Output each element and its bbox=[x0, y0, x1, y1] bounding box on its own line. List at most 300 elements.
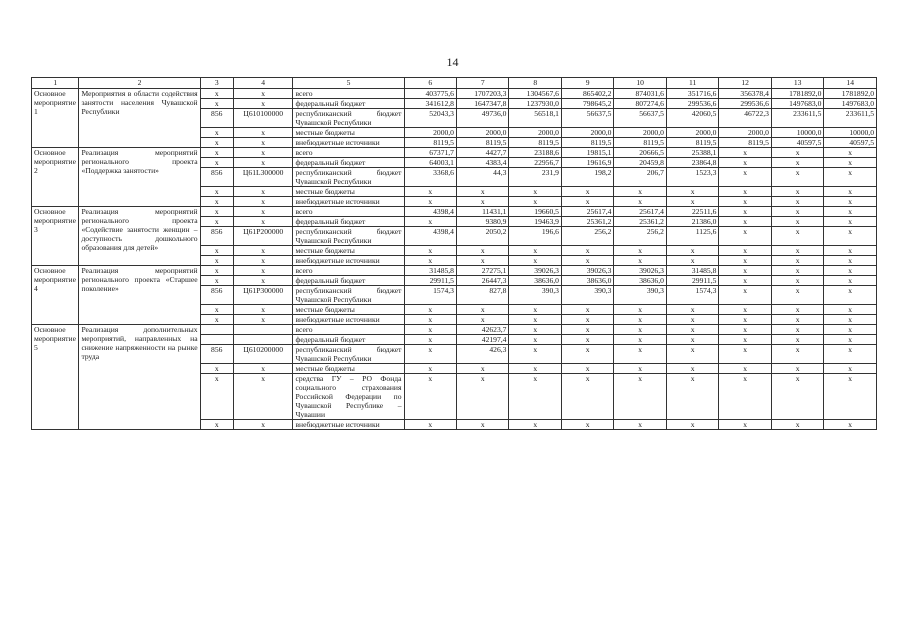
value-cell: x bbox=[614, 374, 666, 420]
activity-description: Реализация мероприятий регионального проекта «Старшее поколение» bbox=[79, 266, 200, 325]
value-cell: 56637,5 bbox=[614, 109, 666, 128]
header-cell: 5 bbox=[293, 78, 404, 89]
value-cell: x bbox=[824, 158, 877, 168]
activity-description: Реализация мероприятий регионального проекта «Поддержка занятости» bbox=[79, 148, 200, 207]
value-cell: 27275,1 bbox=[456, 266, 508, 276]
value-cell: 206,7 bbox=[614, 168, 666, 187]
value-cell: x bbox=[771, 364, 823, 374]
value-cell: 38636,0 bbox=[509, 276, 561, 286]
value-cell: x bbox=[771, 374, 823, 420]
value-cell: x bbox=[509, 325, 561, 335]
value-cell: x bbox=[771, 345, 823, 364]
value-cell: x bbox=[824, 345, 877, 364]
value-cell: x bbox=[509, 420, 561, 430]
budget-code bbox=[233, 325, 293, 335]
admin-code: x bbox=[200, 276, 233, 286]
admin-code: x bbox=[200, 128, 233, 138]
value-cell: x bbox=[719, 305, 771, 315]
value-cell: 8119,5 bbox=[404, 138, 456, 148]
header-cell: 1 bbox=[32, 78, 79, 89]
value-cell: x bbox=[824, 315, 877, 325]
value-cell: 8119,5 bbox=[614, 138, 666, 148]
value-cell: 25361,2 bbox=[561, 217, 613, 227]
value-cell: 10000,0 bbox=[771, 128, 823, 138]
value-cell: x bbox=[771, 276, 823, 286]
budget-code: x bbox=[233, 187, 293, 197]
admin-code bbox=[200, 335, 233, 345]
funding-source: республиканский бюджет Чувашской Республики bbox=[293, 168, 404, 187]
admin-code: 856 bbox=[200, 109, 233, 128]
budget-code: Ц61P200000 bbox=[233, 227, 293, 246]
funding-source: всего bbox=[293, 148, 404, 158]
admin-code: x bbox=[200, 138, 233, 148]
value-cell: 20459,8 bbox=[614, 158, 666, 168]
admin-code: x bbox=[200, 420, 233, 430]
value-cell: 38636,0 bbox=[561, 276, 613, 286]
value-cell: x bbox=[614, 364, 666, 374]
admin-code: x bbox=[200, 207, 233, 217]
funding-source: внебюджетные источники bbox=[293, 138, 404, 148]
value-cell: x bbox=[561, 374, 613, 420]
value-cell: 390,3 bbox=[509, 286, 561, 305]
value-cell: x bbox=[771, 266, 823, 276]
funding-source: местные бюджеты bbox=[293, 364, 404, 374]
funding-source: местные бюджеты bbox=[293, 128, 404, 138]
value-cell: x bbox=[771, 168, 823, 187]
value-cell: x bbox=[404, 246, 456, 256]
value-cell: 23864,8 bbox=[666, 158, 718, 168]
value-cell: 22511,6 bbox=[666, 207, 718, 217]
header-cell: 10 bbox=[614, 78, 666, 89]
value-cell: x bbox=[561, 315, 613, 325]
funding-source: средства ГУ – РО Фонда социального страхования Российской Федерации по Чувашской Республике – Чувашии bbox=[293, 374, 404, 420]
value-cell: x bbox=[719, 374, 771, 420]
header-cell: 3 bbox=[200, 78, 233, 89]
value-cell: x bbox=[456, 187, 508, 197]
value-cell: x bbox=[824, 168, 877, 187]
value-cell: x bbox=[824, 197, 877, 207]
funding-source: республиканский бюджет Чувашской Республики bbox=[293, 227, 404, 246]
value-cell: x bbox=[509, 305, 561, 315]
value-cell: x bbox=[666, 325, 718, 335]
budget-code: x bbox=[233, 246, 293, 256]
value-cell: 25617,4 bbox=[614, 207, 666, 217]
admin-code: 856 bbox=[200, 286, 233, 305]
value-cell: x bbox=[561, 335, 613, 345]
value-cell: x bbox=[719, 246, 771, 256]
value-cell: x bbox=[404, 305, 456, 315]
value-cell: 390,3 bbox=[561, 286, 613, 305]
funding-source: всего bbox=[293, 207, 404, 217]
value-cell: x bbox=[824, 374, 877, 420]
table-row bbox=[32, 148, 877, 158]
value-cell: x bbox=[614, 325, 666, 335]
admin-code: x bbox=[200, 187, 233, 197]
value-cell: x bbox=[824, 276, 877, 286]
value-cell: x bbox=[509, 345, 561, 364]
activity-label: Основное мероприятие 5 bbox=[32, 325, 79, 430]
value-cell: x bbox=[719, 325, 771, 335]
value-cell: 233611,5 bbox=[824, 109, 877, 128]
header-cell: 8 bbox=[509, 78, 561, 89]
budget-code: x bbox=[233, 158, 293, 168]
value-cell: x bbox=[719, 148, 771, 158]
funding-source: местные бюджеты bbox=[293, 187, 404, 197]
value-cell: 1574,3 bbox=[404, 286, 456, 305]
value-cell: 1125,6 bbox=[666, 227, 718, 246]
value-cell: 196,6 bbox=[509, 227, 561, 246]
value-cell: x bbox=[824, 217, 877, 227]
value-cell: 2000,0 bbox=[509, 128, 561, 138]
value-cell: x bbox=[824, 420, 877, 430]
admin-code: x bbox=[200, 364, 233, 374]
budget-code: x bbox=[233, 128, 293, 138]
value-cell: 865402,2 bbox=[561, 89, 613, 99]
value-cell: 4398,4 bbox=[404, 207, 456, 217]
value-cell: 198,2 bbox=[561, 168, 613, 187]
value-cell: 19616,9 bbox=[561, 158, 613, 168]
value-cell: x bbox=[719, 217, 771, 227]
value-cell: 4398,4 bbox=[404, 227, 456, 246]
budget-code: x bbox=[233, 364, 293, 374]
value-cell: 4427,7 bbox=[456, 148, 508, 158]
value-cell: 19660,5 bbox=[509, 207, 561, 217]
activity-description: Реализация дополнительных мероприятий, направленных на снижение напряженности на рынке труда bbox=[79, 325, 200, 430]
table-row bbox=[32, 89, 877, 99]
budget-code: x bbox=[233, 148, 293, 158]
value-cell: 25388,1 bbox=[666, 148, 718, 158]
value-cell: 39026,3 bbox=[614, 266, 666, 276]
value-cell: 1237930,0 bbox=[509, 99, 561, 109]
activity-label: Основное мероприятие 4 bbox=[32, 266, 79, 325]
budget-code: x bbox=[233, 256, 293, 266]
value-cell: 42623,7 bbox=[456, 325, 508, 335]
budget-code: x bbox=[233, 420, 293, 430]
value-cell: 8119,5 bbox=[509, 138, 561, 148]
header-cell: 13 bbox=[771, 78, 823, 89]
admin-code: x bbox=[200, 256, 233, 266]
value-cell: x bbox=[509, 315, 561, 325]
value-cell: x bbox=[666, 305, 718, 315]
value-cell: x bbox=[719, 227, 771, 246]
value-cell: 2000,0 bbox=[561, 128, 613, 138]
funding-source: республиканский бюджет Чувашской Республики bbox=[293, 286, 404, 305]
table-row bbox=[32, 207, 877, 217]
value-cell: x bbox=[719, 158, 771, 168]
funding-source: федеральный бюджет bbox=[293, 217, 404, 227]
value-cell: x bbox=[771, 246, 823, 256]
budget-code: x bbox=[233, 266, 293, 276]
value-cell: 29911,5 bbox=[666, 276, 718, 286]
value-cell: 2000,0 bbox=[666, 128, 718, 138]
value-cell: x bbox=[771, 315, 823, 325]
value-cell: x bbox=[824, 286, 877, 305]
value-cell: x bbox=[404, 364, 456, 374]
value-cell: 341612,8 bbox=[404, 99, 456, 109]
value-cell: x bbox=[771, 158, 823, 168]
value-cell: x bbox=[456, 246, 508, 256]
budget-code: Ц61L300000 bbox=[233, 168, 293, 187]
header-cell: 7 bbox=[456, 78, 508, 89]
value-cell: 64003,1 bbox=[404, 158, 456, 168]
value-cell: 42060,5 bbox=[666, 109, 718, 128]
value-cell: x bbox=[719, 335, 771, 345]
value-cell: x bbox=[666, 246, 718, 256]
value-cell: x bbox=[824, 256, 877, 266]
value-cell: 351716,6 bbox=[666, 89, 718, 99]
value-cell: 3368,6 bbox=[404, 168, 456, 187]
value-cell: x bbox=[404, 335, 456, 345]
value-cell: 4383,4 bbox=[456, 158, 508, 168]
value-cell: 26447,3 bbox=[456, 276, 508, 286]
funding-source: внебюджетные источники bbox=[293, 256, 404, 266]
value-cell: x bbox=[719, 266, 771, 276]
value-cell: x bbox=[771, 256, 823, 266]
value-cell: x bbox=[404, 197, 456, 207]
value-cell: 1304567,6 bbox=[509, 89, 561, 99]
header-cell: 14 bbox=[824, 78, 877, 89]
admin-code: x bbox=[200, 158, 233, 168]
value-cell: 44,3 bbox=[456, 168, 508, 187]
value-cell: 20666,5 bbox=[614, 148, 666, 158]
value-cell: x bbox=[771, 217, 823, 227]
value-cell: 2050,2 bbox=[456, 227, 508, 246]
funding-source: федеральный бюджет bbox=[293, 276, 404, 286]
budget-code: x bbox=[233, 217, 293, 227]
budget-code: x bbox=[233, 138, 293, 148]
value-cell: x bbox=[561, 187, 613, 197]
value-cell: x bbox=[404, 256, 456, 266]
value-cell: 827,8 bbox=[456, 286, 508, 305]
value-cell: x bbox=[614, 187, 666, 197]
value-cell: x bbox=[719, 420, 771, 430]
value-cell: x bbox=[719, 256, 771, 266]
value-cell: x bbox=[404, 420, 456, 430]
value-cell: x bbox=[509, 335, 561, 345]
value-cell: x bbox=[824, 207, 877, 217]
value-cell: x bbox=[771, 325, 823, 335]
funding-source: республиканский бюджет Чувашской Республики bbox=[293, 345, 404, 364]
value-cell: x bbox=[614, 420, 666, 430]
header-cell: 11 bbox=[666, 78, 718, 89]
value-cell: 23188,6 bbox=[509, 148, 561, 158]
value-cell: 426,3 bbox=[456, 345, 508, 364]
value-cell: x bbox=[771, 305, 823, 315]
value-cell: x bbox=[719, 168, 771, 187]
value-cell: x bbox=[456, 420, 508, 430]
value-cell: x bbox=[824, 325, 877, 335]
funding-source: федеральный бюджет bbox=[293, 99, 404, 109]
value-cell: x bbox=[666, 335, 718, 345]
activity-description: Мероприятия в области содействия занятости населения Чувашской Республики bbox=[79, 89, 200, 148]
value-cell: x bbox=[824, 227, 877, 246]
value-cell: x bbox=[456, 197, 508, 207]
value-cell: x bbox=[824, 335, 877, 345]
table-row bbox=[32, 325, 877, 335]
value-cell: x bbox=[771, 197, 823, 207]
value-cell: x bbox=[719, 187, 771, 197]
value-cell: 231,9 bbox=[509, 168, 561, 187]
value-cell: x bbox=[456, 256, 508, 266]
funding-source: внебюджетные источники bbox=[293, 420, 404, 430]
budget-code: x bbox=[233, 276, 293, 286]
value-cell: x bbox=[561, 364, 613, 374]
value-cell: 67371,7 bbox=[404, 148, 456, 158]
value-cell: 299536,6 bbox=[666, 99, 718, 109]
value-cell: 39026,3 bbox=[561, 266, 613, 276]
value-cell: x bbox=[561, 345, 613, 364]
admin-code: 856 bbox=[200, 345, 233, 364]
value-cell: 52043,3 bbox=[404, 109, 456, 128]
value-cell: 56637,5 bbox=[561, 109, 613, 128]
value-cell: 2000,0 bbox=[719, 128, 771, 138]
value-cell: 2000,0 bbox=[614, 128, 666, 138]
value-cell: x bbox=[456, 305, 508, 315]
budget-code: x bbox=[233, 207, 293, 217]
value-cell: x bbox=[824, 364, 877, 374]
table-body bbox=[32, 78, 877, 430]
value-cell: x bbox=[771, 148, 823, 158]
budget-code: x bbox=[233, 89, 293, 99]
value-cell: x bbox=[509, 197, 561, 207]
value-cell: x bbox=[561, 256, 613, 266]
value-cell: 807274,6 bbox=[614, 99, 666, 109]
value-cell: x bbox=[666, 197, 718, 207]
value-cell: x bbox=[771, 187, 823, 197]
budget-code bbox=[233, 335, 293, 345]
value-cell: x bbox=[456, 374, 508, 420]
value-cell: x bbox=[771, 227, 823, 246]
value-cell: x bbox=[771, 335, 823, 345]
value-cell: 233611,5 bbox=[771, 109, 823, 128]
value-cell: x bbox=[824, 246, 877, 256]
value-cell: x bbox=[561, 325, 613, 335]
value-cell: 31485,8 bbox=[404, 266, 456, 276]
funding-source: всего bbox=[293, 89, 404, 99]
value-cell: x bbox=[666, 187, 718, 197]
value-cell: x bbox=[719, 197, 771, 207]
value-cell: x bbox=[404, 325, 456, 335]
value-cell: x bbox=[614, 197, 666, 207]
admin-code: x bbox=[200, 266, 233, 276]
value-cell: x bbox=[509, 364, 561, 374]
funding-source: внебюджетные источники bbox=[293, 197, 404, 207]
value-cell: x bbox=[666, 315, 718, 325]
value-cell: x bbox=[824, 148, 877, 158]
value-cell: x bbox=[404, 345, 456, 364]
admin-code bbox=[200, 325, 233, 335]
value-cell: 22956,7 bbox=[509, 158, 561, 168]
admin-code: 856 bbox=[200, 227, 233, 246]
funding-source: федеральный бюджет bbox=[293, 335, 404, 345]
value-cell: 46722,3 bbox=[719, 109, 771, 128]
value-cell: 10000,0 bbox=[824, 128, 877, 138]
value-cell: 21386,0 bbox=[666, 217, 718, 227]
value-cell: x bbox=[666, 345, 718, 364]
value-cell: x bbox=[561, 246, 613, 256]
value-cell: x bbox=[771, 286, 823, 305]
value-cell: x bbox=[404, 187, 456, 197]
value-cell: 390,3 bbox=[614, 286, 666, 305]
value-cell: x bbox=[719, 276, 771, 286]
value-cell: x bbox=[561, 305, 613, 315]
table-row bbox=[32, 266, 877, 276]
value-cell: 49736,0 bbox=[456, 109, 508, 128]
admin-code: x bbox=[200, 315, 233, 325]
value-cell: 42197,4 bbox=[456, 335, 508, 345]
value-cell: x bbox=[456, 315, 508, 325]
value-cell: x bbox=[666, 256, 718, 266]
value-cell: x bbox=[666, 374, 718, 420]
value-cell: 8119,5 bbox=[561, 138, 613, 148]
value-cell: 29911,5 bbox=[404, 276, 456, 286]
admin-code: 856 bbox=[200, 168, 233, 187]
activity-label: Основное мероприятие 2 bbox=[32, 148, 79, 207]
value-cell: x bbox=[824, 305, 877, 315]
value-cell: x bbox=[614, 256, 666, 266]
header-cell: 6 bbox=[404, 78, 456, 89]
admin-code: x bbox=[200, 246, 233, 256]
value-cell: 19463,9 bbox=[509, 217, 561, 227]
value-cell: x bbox=[666, 364, 718, 374]
value-cell: x bbox=[614, 246, 666, 256]
value-cell: 798645,2 bbox=[561, 99, 613, 109]
admin-code: x bbox=[200, 374, 233, 420]
value-cell: 403775,6 bbox=[404, 89, 456, 99]
value-cell: x bbox=[561, 197, 613, 207]
value-cell: x bbox=[404, 217, 456, 227]
admin-code: x bbox=[200, 89, 233, 99]
budget-table bbox=[31, 77, 877, 430]
value-cell: 9380,9 bbox=[456, 217, 508, 227]
budget-code: Ц61P300000 bbox=[233, 286, 293, 305]
value-cell: x bbox=[614, 335, 666, 345]
value-cell: x bbox=[666, 420, 718, 430]
value-cell: 40597,5 bbox=[824, 138, 877, 148]
value-cell: 1497683,0 bbox=[824, 99, 877, 109]
admin-code: x bbox=[200, 148, 233, 158]
value-cell: 256,2 bbox=[561, 227, 613, 246]
value-cell: x bbox=[824, 266, 877, 276]
value-cell: 1781892,0 bbox=[824, 89, 877, 99]
funding-source: федеральный бюджет bbox=[293, 158, 404, 168]
value-cell: 19815,1 bbox=[561, 148, 613, 158]
header-cell: 2 bbox=[79, 78, 200, 89]
budget-code: Ц610100000 bbox=[233, 109, 293, 128]
value-cell: x bbox=[509, 246, 561, 256]
value-cell: 56518,1 bbox=[509, 109, 561, 128]
value-cell: 11431,1 bbox=[456, 207, 508, 217]
header-cell: 12 bbox=[719, 78, 771, 89]
value-cell: x bbox=[824, 187, 877, 197]
value-cell: x bbox=[509, 187, 561, 197]
value-cell: 1707203,3 bbox=[456, 89, 508, 99]
activity-label: Основное мероприятие 3 bbox=[32, 207, 79, 266]
header-cell: 9 bbox=[561, 78, 613, 89]
value-cell: 2000,0 bbox=[404, 128, 456, 138]
value-cell: x bbox=[404, 315, 456, 325]
value-cell: x bbox=[614, 345, 666, 364]
value-cell: 8119,5 bbox=[719, 138, 771, 148]
value-cell: x bbox=[404, 374, 456, 420]
budget-code: Ц610200000 bbox=[233, 345, 293, 364]
value-cell: 8119,5 bbox=[456, 138, 508, 148]
budget-code: x bbox=[233, 197, 293, 207]
admin-code: x bbox=[200, 305, 233, 315]
value-cell: x bbox=[719, 345, 771, 364]
admin-code: x bbox=[200, 197, 233, 207]
value-cell: 256,2 bbox=[614, 227, 666, 246]
